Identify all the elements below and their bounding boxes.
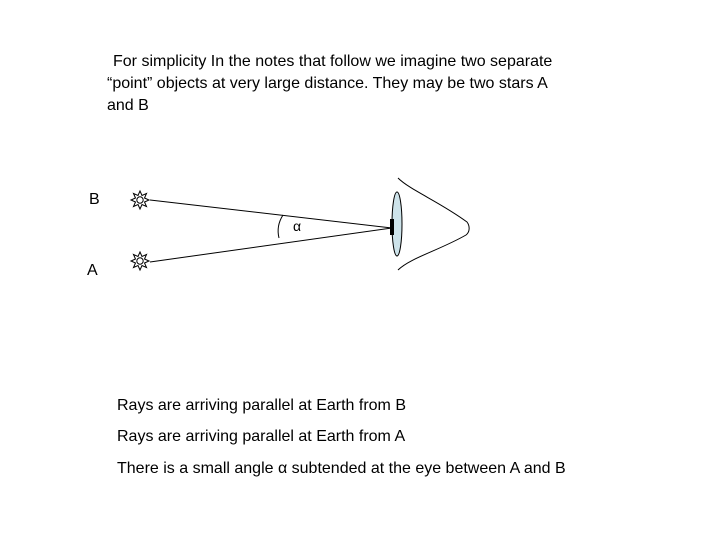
- ray-from-b: [150, 200, 392, 228]
- note-line: Rays are arriving parallel at Earth from B: [117, 397, 406, 414]
- star-a-label: A: [87, 262, 98, 279]
- star-icon: [131, 191, 149, 209]
- intro-line: and B: [107, 97, 149, 114]
- note-line: Rays are arriving parallel at Earth from A: [117, 428, 406, 445]
- ray-from-a: [150, 228, 392, 262]
- star-b-label: B: [89, 191, 100, 208]
- eye-icon: [390, 178, 469, 270]
- intro-line: “point” objects at very large distance. They may be two stars A: [107, 75, 548, 92]
- note-line: There is a small angle α subtended at the eye between A and B: [117, 460, 566, 477]
- intro-line: For simplicity In the notes that follow we imagine two separate: [113, 53, 553, 70]
- star-icon: [131, 252, 149, 270]
- angle-alpha-label: α: [293, 218, 302, 234]
- angle-arc: [278, 215, 283, 238]
